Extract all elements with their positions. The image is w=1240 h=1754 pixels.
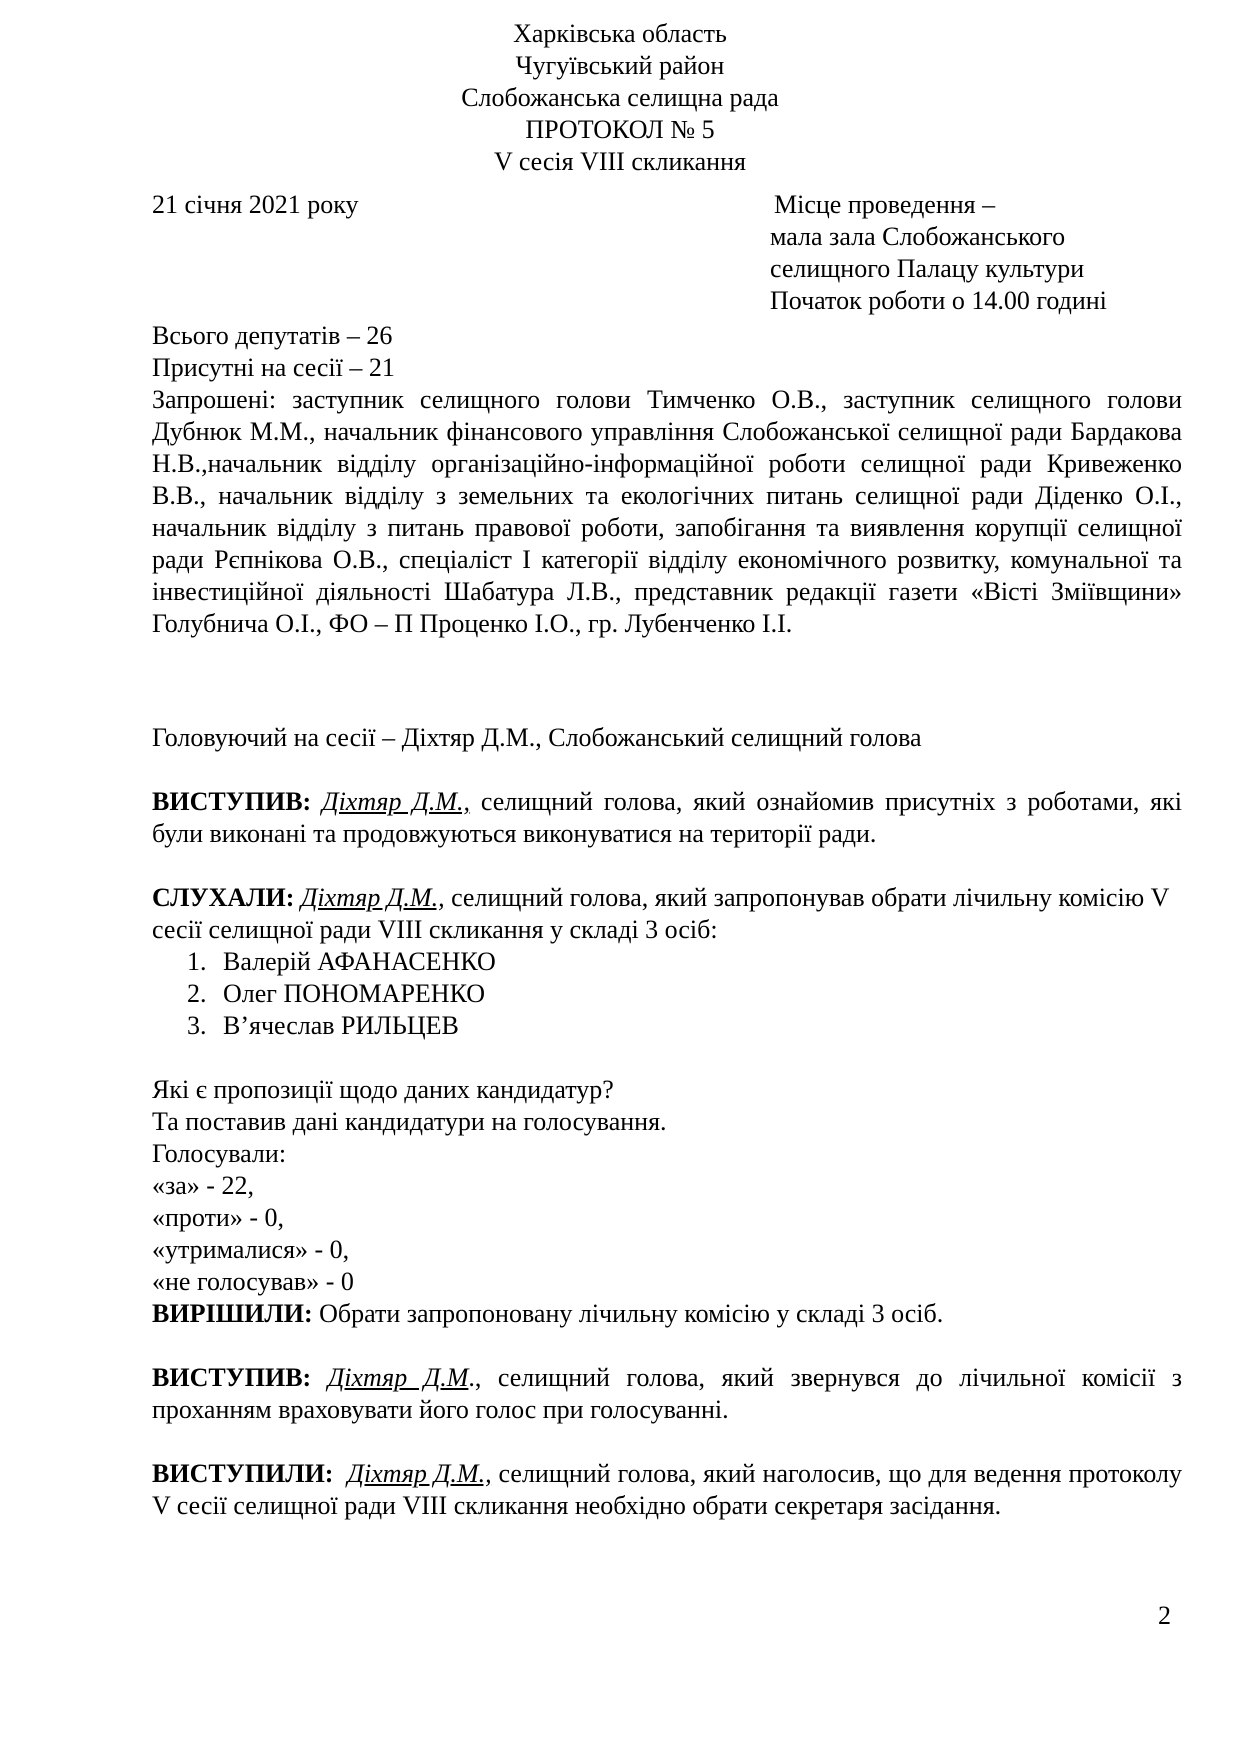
venue-place-1: мала зала Слобожанського (770, 222, 1066, 251)
council-line: Слобожанська селищна рада (461, 83, 779, 112)
member-name: Валерій АФАНАСЕНКО (223, 947, 496, 976)
document-header (0, 18, 1240, 178)
meeting-date: 21 січня 2021 року (152, 190, 359, 219)
venue-place-2: селищного Палацу культури (770, 254, 1085, 283)
protocol-title: ПРОТОКОЛ № 5 (525, 115, 715, 144)
start-time: Початок роботи о 14.00 годині (770, 286, 1107, 315)
member-name: В’ячеслав РИЛЬЦЕВ (223, 1011, 459, 1040)
speech-1 (152, 786, 1182, 850)
district-line: Чугуївський район (515, 51, 725, 80)
region-line: Харківська область (513, 19, 727, 48)
heard-speaker: Діхтяр Д.М., (300, 883, 445, 912)
put-to-vote: Та поставив дані кандидатури на голосування. (152, 1107, 667, 1136)
decision (152, 1298, 1182, 1330)
vote-abstained: «утрималися» - 0, (152, 1235, 350, 1264)
heard-text: селищний голова, який запропонував обрати лічильну комісію V сесії селищної ради VIII скликання у складі 3 осіб: (152, 883, 1169, 944)
chair-line: Головуючий на сесії – Діхтяр Д.М., Слобожанський селищний голова (152, 723, 922, 752)
decision-text: Обрати запропоновану лічильну комісію у складі 3 осіб. (312, 1299, 944, 1328)
vote-for: «за» - 22, (152, 1171, 254, 1200)
speech-1-speaker: Діхтяр Д.М., (322, 787, 471, 816)
vote-against: «проти» - 0, (152, 1203, 285, 1232)
venue-block (770, 189, 1107, 317)
vote-not-voted: «не голосував» - 0 (152, 1267, 354, 1296)
total-deputies: Всього депутатів – 26 (152, 321, 393, 350)
speech-3-speaker: Діхтяр Д.М., (347, 1459, 492, 1488)
heard-label: СЛУХАЛИ: (152, 883, 295, 912)
speech-2 (152, 1362, 1182, 1426)
invited-paragraph: Запрошені: заступник селищного голови Тимченко О.В., заступник селищного голови Дубнюк М.М., начальник фінансового управління Слобожанської селищної ради Бардакова Н.В.,начальник відділу організаційно-інформаційної роботи селищної ради Кривеженко В.В., начальник відділу з земельних та екологічних питань селищної ради Діденко О.І., начальник відділу з питань правової роботи, запобігання та виявлення корупції селищної ради Рєпнікова О.В., спеціаліст І категорії відділу економічного розвитку, комунальної та інвестиційної діяльності Шабатура Л.В., представник редакції газети «Вісті Зміївщини» Голубнича О.І., ФО – П Проценко І.О., гр. Лубенченко І.І. (152, 385, 1182, 638)
voted-title: Голосували: (152, 1139, 287, 1168)
member-name: Олег ПОНОМАРЕНКО (223, 979, 486, 1008)
speech-1-label: ВИСТУПИВ: (152, 787, 312, 816)
page-number: 2 (1158, 1601, 1171, 1630)
speech-1-text: селищний голова, який ознайомив присутніх з роботами, які були виконані та продовжуються виконуватися на території ради. (152, 787, 1182, 848)
speech-3-text: селищний голова, який наголосив, що для ведення протоколу V сесії селищної ради VIII скликання необхідно обрати секретаря засідання. (152, 1459, 1183, 1520)
speech-2-speaker: Діхтяр Д.М (327, 1363, 469, 1392)
speech-3 (152, 1458, 1182, 1522)
list-item: 1. Валерій АФАНАСЕНКО (187, 947, 496, 976)
heard-section (152, 882, 1182, 946)
list-item: 2. Олег ПОНОМАРЕНКО (187, 979, 486, 1008)
decision-label: ВИРІШИЛИ: (152, 1299, 313, 1328)
speech-2-label: ВИСТУПИВ: (152, 1363, 312, 1392)
session-line: V сесія VIII скликання (494, 147, 746, 176)
speech-2-text: ., селищний голова, який звернувся до лічильної комісії з проханням враховувати його голос при голосуванні. (152, 1363, 1183, 1424)
venue-label: Місце проведення – (774, 190, 996, 219)
speech-3-label: ВИСТУПИЛИ: (152, 1459, 334, 1488)
list-item: 3. В’ячеслав РИЛЬЦЕВ (187, 1011, 459, 1040)
proposal-question: Які є пропозиції щодо даних кандидатур? (152, 1075, 614, 1104)
present-count: Присутні на сесії – 21 (152, 353, 395, 382)
